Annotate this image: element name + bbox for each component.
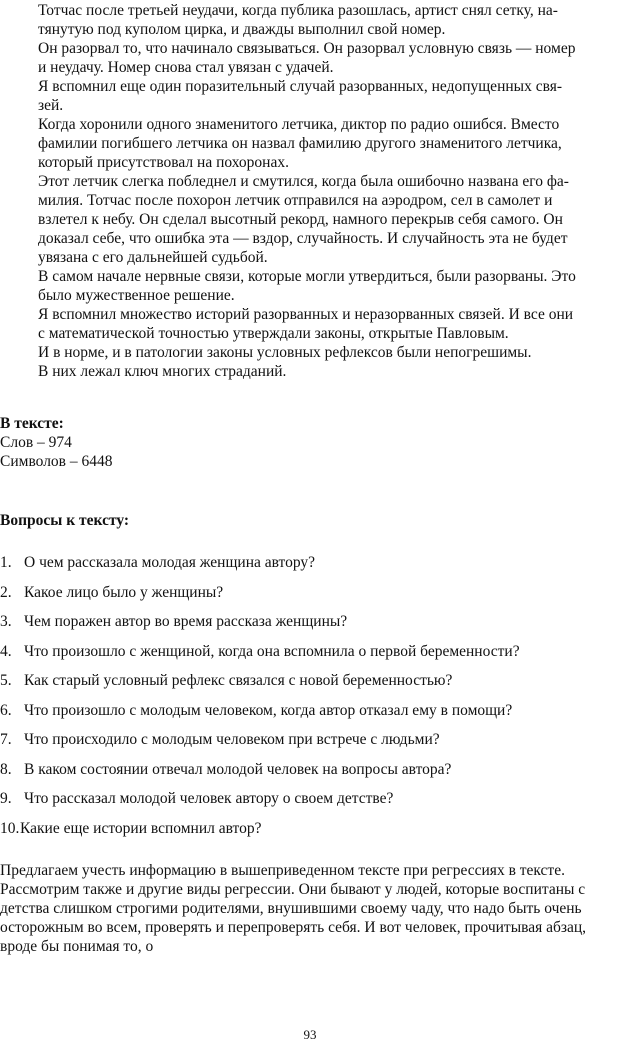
question-item: [0, 553, 610, 583]
paragraph: Этот летчик слегка побледнел и смутился, когда была ошибочно названа его фа- милия. Тотчас после похорон летчик отправился на аэродром, сел в самолет и взлетел к небу. Он сделал высотный рекорд, намного перекрыв себя самого. Он доказал себе, что ошибка эта — вздор, случайность. И случайность эта не будет увязана с его дальнейшей судьбой.: [38, 173, 569, 266]
question-text: Какое лицо было у женщины?: [24, 583, 224, 601]
question-item: [0, 701, 610, 731]
page-number: 93: [303, 1027, 317, 1042]
question-text: Чем поражен автор во время рассказа женщины?: [24, 613, 348, 630]
paragraph: В них лежал ключ многих страданий.: [38, 363, 287, 380]
paragraph: Тотчас после третьей неудачи, когда публика разошлась, артист снял сетку, на- тянутую под куполом цирка, и дважды выполнил свой номер.: [38, 2, 558, 38]
char-count: Символов – 6448: [0, 453, 113, 470]
question-number: 1.: [0, 554, 12, 571]
question-number: 9.: [0, 790, 12, 807]
stats-heading: В тексте:: [0, 415, 64, 432]
question-text: Что рассказал молодой человек автору о своем детстве?: [24, 790, 394, 807]
text-statistics: [0, 414, 300, 471]
question-number: 2.: [0, 583, 12, 601]
question-number: 4.: [0, 642, 12, 660]
question-number: 10.: [0, 819, 20, 837]
paragraph: И в норме, и в патологии законы условных рефлексов были непогрешимы.: [38, 344, 532, 361]
question-number: 3.: [0, 613, 12, 630]
closing-paragraph: Предлагаем учесть информацию в вышеприведенном тексте при регрессиях в тексте. Рассмотрим также и другие виды регрессии. Они бывают у людей, которые воспитаны с детства слишком строгими родителями, внушившими своему чаду, что надо быть очень осторожным во всем, проверять и перепроверять себя. И вот человек, прочитывая абзац, вроде бы понимая то, о: [0, 862, 587, 955]
paragraph: В самом начале нервные связи, которые могли утвердиться, были разорваны. Это было мужественное решение.: [38, 268, 576, 304]
paragraph: Я вспомнил еще один поразительный случай разорванных, недопущенных свя- зей.: [38, 78, 562, 114]
question-item: [0, 612, 610, 642]
question-text: Как старый условный рефлекс связался с новой беременностью?: [24, 672, 453, 689]
word-count: Слов – 974: [0, 434, 72, 451]
question-number: 7.: [0, 731, 12, 748]
questions-heading: Вопросы к тексту:: [0, 512, 130, 529]
paragraph: Он разорвал то, что начинало связываться. Он разорвал условную связь — номер и неудачу. Номер снова стал увязан с удачей.: [38, 40, 576, 76]
question-text: Что произошло с женщиной, когда она вспомнила о первой беременности?: [24, 642, 520, 660]
question-item: [0, 730, 610, 760]
question-item: [0, 760, 610, 790]
question-text: Какие еще истории вспомнил автор?: [20, 819, 262, 837]
question-number: 6.: [0, 701, 12, 719]
question-text: Что происходило с молодым человеком при встрече с людьми?: [24, 731, 440, 748]
question-text: О чем рассказала молодая женщина автору?: [24, 554, 316, 571]
question-item: [0, 583, 610, 613]
question-number: 5.: [0, 672, 12, 689]
question-number: 8.: [0, 760, 12, 778]
paragraph: Когда хоронили одного знаменитого летчика, диктор по радио ошибся. Вместо фамилии погибшего летчика он назвал фамилию другого знаменитого летчика, который присутствовал на похоронах.: [38, 116, 562, 171]
question-item: [0, 789, 610, 819]
question-item: [0, 671, 610, 701]
question-text: В каком состоянии отвечал молодой человек на вопросы автора?: [24, 760, 452, 778]
question-item: [0, 819, 610, 849]
questions-list: [0, 553, 610, 848]
question-text: Что произошло с молодым человеком, когда автор отказал ему в помощи?: [24, 701, 513, 719]
story-text: [38, 1, 598, 381]
paragraph: Я вспомнил множество историй разорванных и неразорванных связей. И все они с математической точностью утверждали законы, открытые Павловым.: [38, 306, 574, 342]
question-item: [0, 642, 610, 672]
